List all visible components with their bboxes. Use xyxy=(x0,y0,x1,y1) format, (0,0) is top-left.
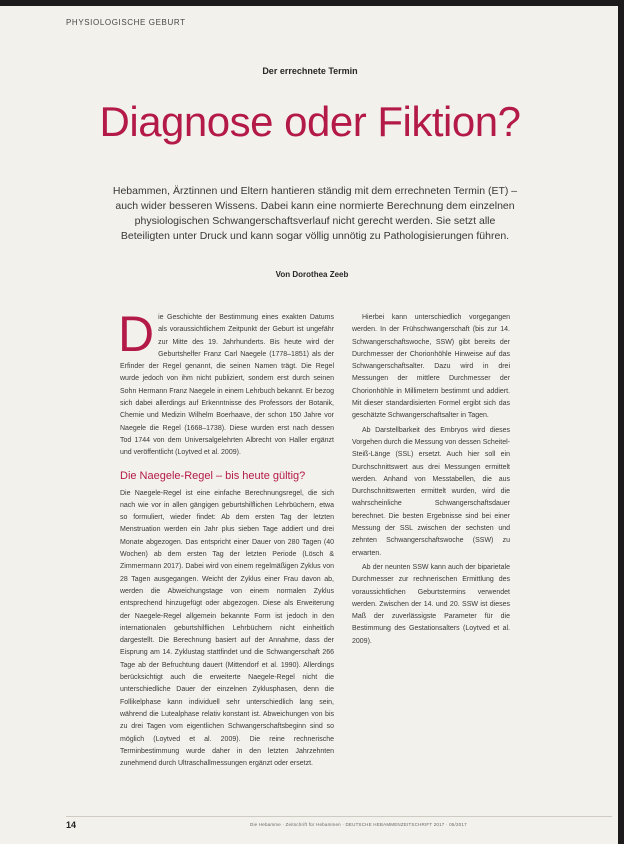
drop-cap: D xyxy=(118,306,155,362)
publication-line: Die Hebamme · Zeitschrift für Hebammen · DEUTSCHE HEBAMMENZEITSCHRIFT 2017 · 05/2017 xyxy=(250,822,467,827)
section-label: PHYSIOLOGISCHE GEBURT xyxy=(66,18,186,27)
body-paragraph: Ab der neunten SSW kann auch der biparietale Durchmesser zur rechnerischen Ermittlung des voraussichtlichen Geburtstermins verwendet werden. Zwischen der 14. und 20. SSW ist dieses Maß der zuverlässigste Parameter für die Bestimmung des Gestationsalters (Loytved et al. 2009). xyxy=(352,563,510,645)
footer-divider xyxy=(66,816,612,817)
article-title: Diagnose oder Fiktion? xyxy=(99,98,521,145)
body-paragraph: Ab Darstellbarkeit des Embryos wird dieses Vorgehen durch die Messung von dessen Scheitel-Steiß-Länge (SSL) ersetzt. Auch hier soll ein Durchschnittswert aus drei Messungen ermittelt werden. Anhand von Messtabellen, die aus Durchschnittswerten ermittelt wurden, wird die wahrscheinliche Schwangerschaftsdauer berechnet. Die besten Ergebnisse sind bei einer Messung der SSL zwischen der sechsten und zehnten Schwangerschaftswoche (SSW) zu erwarten. xyxy=(352,426,510,557)
intro-paragraph xyxy=(118,306,334,460)
article-byline: Von Dorothea Zeeb xyxy=(275,270,349,279)
body-paragraph: Die Naegele-Regel ist eine einfache Berechnungsregel, die sich nach wie vor in allen gängigen geburtshilflichen Lehrbüchern, etwa so formuliert, wieder findet: Ab dem ersten Tag der letzten Menstruation werden ein Jahr plus sieben Tage addiert und drei Monate abgezogen. Das entspricht einer Dauer von 280 Tagen (40 Wochen) ab dem ersten Tag der letzten Periode (Lösch & Zimmermann 2017). Dabei wird von einem regelmäßigen Zyklus von 28 Tagen ausgegangen. Weicht der Zyklus einer Frau davon ab, werden die Abweichungstage von einem normalen Zyklus entsprechend hinzugefügt oder abgezogen. Diese als Erweiterung der Naegele-Regel allgemein bekannte Form ist jedoch in den internationalen geburtshilflichen Lehrbüchern nicht einheitlich dargestellt. Die Berechnung basiert auf der Annahme, dass der Eisprung am 14. Zyklustag stattfindet und die Schwangerschaft 266 Tage ab der Befruchtung dauert (Mittendorf et al. 1990). Allerdings berücksichtigt auch die erweiterte Naegele-Regel nicht die unterschiedliche Dauer der einzelnen Zyklusphasen, denn die Follikelphase kann individuell sehr unterschiedlich lang sein, während die Lutealphase relativ konstant ist. Abweichungen von bis zu drei Tagen vom eigentlichen Schwangerschaftsbeginn sind so möglich (Loytved et al. 2009). Die reine rechnerische Terminbestimmung wurde daher in den letzten Jahrzehnten zunehmend durch Ultraschallmessungen ergänzt oder ersetzt. xyxy=(120,489,334,768)
page-number: 14 xyxy=(66,820,77,830)
section-subhead: Die Naegele-Regel – bis heute gültig? xyxy=(120,469,306,482)
scan-border-top xyxy=(0,0,624,6)
right-column xyxy=(352,312,510,650)
article-kicker: Der errechnete Termin xyxy=(262,66,358,76)
intro-paragraph-text: ie Geschichte der Bestimmung eines exakten Datums als voraussichtlichem Zeitpunkt der Geburt ist ungefähr zur Mitte des 19. Jahrhunderts. Bis heute wird der Geburtshelfer Franz Carl Naegele (1778–1851) als der Erfinder der Regel genannt, die seinen Namen trägt. Die Regel wurde jedoch von ihm nicht publiziert, sondern erst durch seinen Sohn Hermann Franz Naegele in einem Lehrbuch bekannt. Er bezog sich dabei allerdings auf Erkenntnisse des Professors der Botanik, Chemie und Medizin Wilhelm Boerhaave, der schon 150 Jahre vor Naegele die Regel (1668–1738). Diese wurden erst nach dessen Tod 1744 von dem Universalgelehrten Albrecht von Haller ergänzt und veröffentlicht (Loytved et al. 2009). xyxy=(120,314,334,457)
article-lead: Hebammen, Ärztinnen und Eltern hantieren ständig mit dem errechneten Termin (ET) – auch wider besseren Wissens. Dabei kann eine normierte Berechnung dem einzelnen physiologischen Schwangerschaftsverlauf nicht gerecht werden. Sie setzt alle Beteiligten unter Druck und kann sogar völlig unnötig zu Pathologisierungen führen. xyxy=(112,185,518,242)
body-paragraph: Hierbei kann unterschiedlich vorgegangen werden. In der Frühschwangerschaft (bis zur 14. Schwangerschaftswoche, SSW) gibt bereits der Durchmesser der Chorionhöhle Hinweise auf das Schwangerschaftsalter. Dazu wird in drei Messungen der mittlere Durchmesser der Chorionhöhle in Millimetern bestimmt und addiert. Mit dieser standardisierten Formel ergibt sich das geschätzte Schwangerschaftsalter in Tagen. xyxy=(352,314,510,420)
left-column xyxy=(118,306,334,772)
